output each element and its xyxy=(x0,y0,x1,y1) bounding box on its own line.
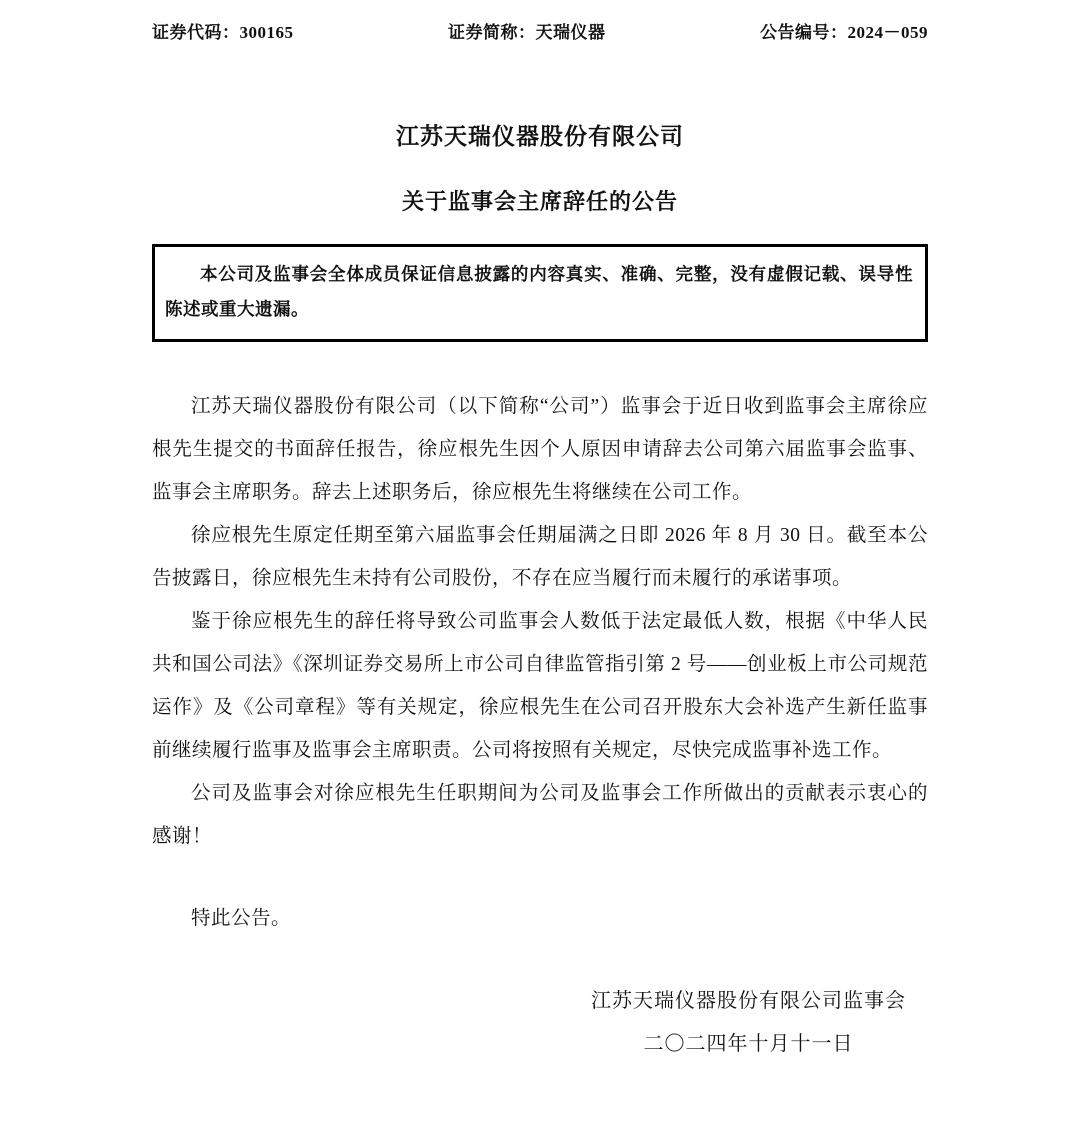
signature-inner xyxy=(591,980,906,1066)
document-header xyxy=(152,18,928,43)
document-body xyxy=(152,385,928,940)
disclaimer-box xyxy=(152,244,928,342)
signature-date: 二〇二四年十月十一日 xyxy=(643,1033,854,1055)
stock-abbr: 证券简称：天瑞仪器 xyxy=(448,23,606,42)
disclaimer-text: 本公司及监事会全体成员保证信息披露的内容真实、准确、完整，没有虚假记载、误导性陈述或重大遗漏。 xyxy=(165,264,913,319)
announcement-number: 公告编号：2024－059 xyxy=(760,23,928,42)
company-title: 江苏天瑞仪器股份有限公司 xyxy=(396,124,684,149)
closing-statement: 特此公告。 xyxy=(191,908,292,929)
announcement-title: 关于监事会主席辞任的公告 xyxy=(401,189,678,214)
signature-entity: 江苏天瑞仪器股份有限公司监事会 xyxy=(591,990,906,1012)
body-paragraph-2: 徐应根先生原定任期至第六届监事会任期届满之日即 2026 年 8 月 30 日。截至本公告披露日，徐应根先生未持有公司股份，不存在应当履行而未履行的承诺事项。 xyxy=(152,525,928,589)
body-paragraph-1: 江苏天瑞仪器股份有限公司（以下简称“公司”）监事会于近日收到监事会主席徐应根先生提交的书面辞任报告，徐应根先生因个人原因申请辞去公司第六届监事会监事、监事会主席职务。辞去上述职务后，徐应根先生将继续在公司工作。 xyxy=(152,396,928,503)
stock-code: 证券代码：300165 xyxy=(152,23,294,42)
body-paragraph-3: 鉴于徐应根先生的辞任将导致公司监事会人数低于法定最低人数，根据《中华人民共和国公司法》《深圳证券交易所上市公司自律监管指引第 2 号——创业板上市公司规范运作》及《公司章程》等有关规定，徐应根先生在公司召开股东大会补选产生新任监事前继续履行监事及监事会主席职责。公司将按照有关规定，尽快完成监事补选工作。 xyxy=(152,611,928,761)
body-paragraph-4: 公司及监事会对徐应根先生任职期间为公司及监事会工作所做出的贡献表示衷心的感谢！ xyxy=(152,783,928,847)
signature-block xyxy=(152,980,928,1066)
